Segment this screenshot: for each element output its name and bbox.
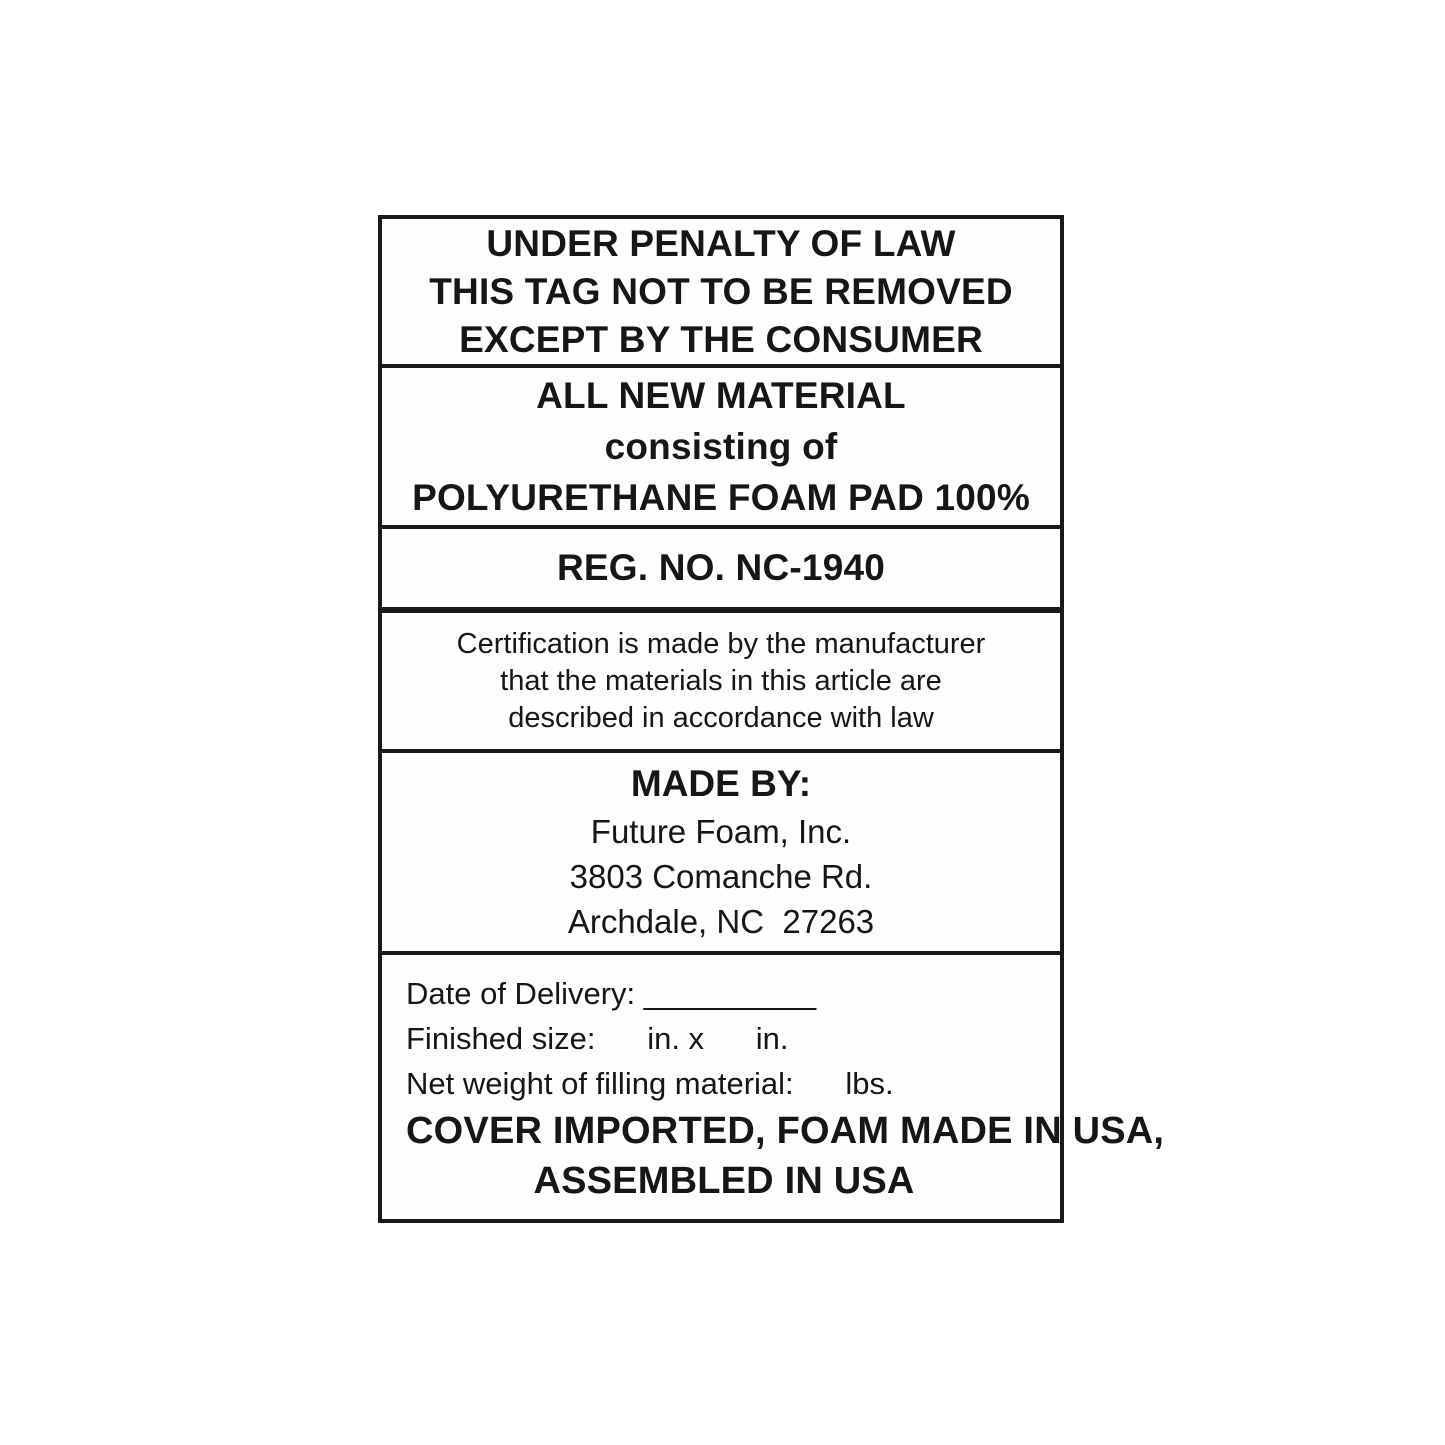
finished-size-line: Finished size: in. x in. <box>406 1021 789 1056</box>
penalty-line-1: UNDER PENALTY OF LAW <box>486 222 956 264</box>
registration-number: REG. NO. NC-1940 <box>556 547 886 588</box>
date-of-delivery-label: Date of Delivery: <box>406 976 644 1011</box>
date-of-delivery-line <box>406 971 1042 1016</box>
origin-line-1: COVER IMPORTED, FOAM MADE IN USA, <box>406 1110 1165 1152</box>
certification-section <box>382 613 1060 753</box>
made-by-section <box>382 753 1060 955</box>
penalty-line-3: EXCEPT BY THE CONSUMER <box>459 318 983 360</box>
law-label <box>378 215 1165 1223</box>
certification-line-3: described in accordance with law <box>508 701 934 734</box>
origin-line-2: ASSEMBLED IN USA <box>533 1160 915 1202</box>
material-section <box>382 368 1060 529</box>
material-line-3: POLYURETHANE FOAM PAD 100% <box>412 477 1030 518</box>
certification-line-1: Certification is made by the manufacturer <box>456 627 986 660</box>
made-by-heading: MADE BY: <box>630 762 812 804</box>
certification-line-2: that the materials in this article are <box>500 664 942 697</box>
date-of-delivery-blank: __________ <box>643 976 817 1011</box>
net-weight-line: Net weight of filling material: lbs. <box>406 1066 894 1101</box>
material-line-2: consisting of <box>604 426 838 467</box>
made-by-company: Future Foam, Inc. <box>590 812 852 850</box>
origin-statement <box>406 1106 1165 1212</box>
made-by-street: 3803 Comanche Rd. <box>569 857 873 895</box>
made-by-city-state-zip: Archdale, NC 27263 <box>567 902 875 940</box>
penalty-line-2: THIS TAG NOT TO BE REMOVED <box>429 270 1013 312</box>
material-line-1: ALL NEW MATERIAL <box>536 375 906 416</box>
registration-section <box>382 529 1060 613</box>
penalty-section <box>382 219 1060 368</box>
details-section <box>382 955 1165 1228</box>
